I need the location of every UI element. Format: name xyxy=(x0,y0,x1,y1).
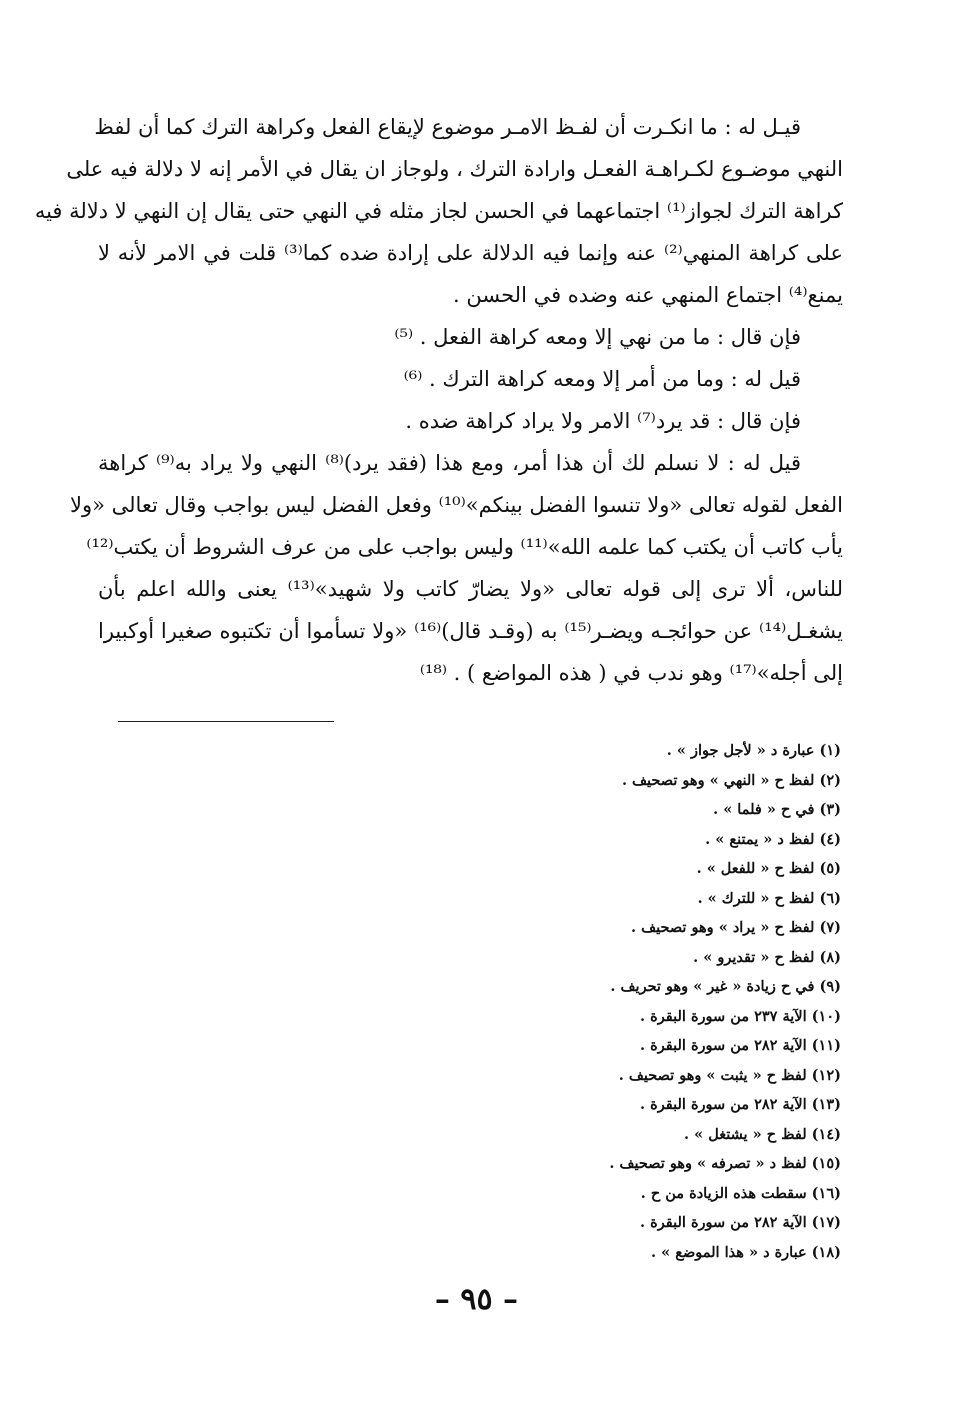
body-line: قيـل له : ما انكـرت أن لفـظ الامـر موضوع لإيقاع الفعل وكراهة الترك كما أن لفظ xyxy=(94,115,801,139)
footnote: (١٠) الآية ٢٣٧ من سورة البقرة . xyxy=(640,1007,841,1025)
body-line: كراهة الترك لجواز⁽¹⁾ اجتماعهما في الحسن لجاز مثله في النهي حتى يقال إن النهي لا دلالة فيه xyxy=(34,199,843,223)
footnote: (١٢) لفظ ح « يثبت » وهو تصحيف . xyxy=(618,1066,841,1084)
body-line: يمنع⁽⁴⁾ اجتماع المنهي عنه وضده في الحسن . xyxy=(453,283,843,307)
footnote: (١٤) لفظ ح « يشتغل » . xyxy=(684,1125,841,1143)
footnote: (١٧) الآية ٢٨٢ من سورة البقرة . xyxy=(640,1214,841,1231)
footnote: (٦) لفظ ح « للترك » . xyxy=(697,889,841,907)
body-line: على كراهة المنهي⁽²⁾ عنه وإنما فيه الدلالة على إرادة ضده كما⁽³⁾ قلت في الامر لأنه لا xyxy=(98,241,843,265)
footnote: (١٣) الآية ٢٨٢ من سورة البقرة . xyxy=(640,1096,841,1113)
footnote: (١٨) عبارة د « هذا الموضع » . xyxy=(651,1243,841,1261)
body-line: للناس، ألا ترى إلى قوله تعالى «ولا يضارّ كاتب ولا شهيد»⁽¹³⁾ يعنى والله اعلم بأن xyxy=(98,577,844,601)
footnote: (٧) لفظ ح « يراد » وهو تصحيف . xyxy=(631,919,841,936)
footnote: (٨) لفظ ح « تقديرو » . xyxy=(693,948,841,966)
footnote: (٥) لفظ ح « للفعل » . xyxy=(696,860,841,877)
footnote: (١) عبارة د « لأجل جواز » . xyxy=(666,742,841,759)
footnote: (٤) لفظ د « يمتنع » . xyxy=(705,830,841,848)
body-line: يشغـل⁽¹⁴⁾ عن حوائجـه ويضـر⁽¹⁵⁾ به (وقـد قال)⁽¹⁶⁾ «ولا تسأموا أن تكتبوه صغيرا أوكبيرا xyxy=(98,619,843,643)
body-line: قيل له : وما من أمر إلا ومعه كراهة الترك . ⁽⁶⁾ xyxy=(403,367,801,391)
main-text xyxy=(34,106,844,694)
footnote: (٣) في ح « فلما » . xyxy=(713,801,841,818)
body-line: قيل له : لا نسلم لك أن هذا أمر، ومع هذا (فقد يرد)⁽⁸⁾ النهي ولا يراد به⁽⁹⁾ كراهة xyxy=(98,451,802,475)
body-line: فإن قال : قد يرد⁽⁷⁾ الامر ولا يراد كراهة ضده . xyxy=(405,409,801,433)
body-line: إلى أجله»⁽¹⁷⁾ وهو ندب في ( هذه المواضع ) . ⁽¹⁸⁾ xyxy=(419,661,843,685)
footnote: (٢) لفظ ح « النهي » وهو تصحيف . xyxy=(621,771,841,789)
footnote: (١٦) سقطت هذه الزيادة من ح . xyxy=(640,1184,841,1202)
body-line: فإن قال : ما من نهي إلا ومعه كراهة الفعل . ⁽⁵⁾ xyxy=(394,325,801,349)
body-line: الفعل لقوله تعالى «ولا تنسوا الفضل بينكم»⁽¹⁰⁾ وفعل الفضل ليس بواجب وقال تعالى «ولا xyxy=(69,493,843,517)
footnotes xyxy=(461,736,841,1267)
footnote-separator xyxy=(118,721,334,722)
body-line: النهي موضـوع لكـراهـة الفعـل وارادة الترك ، ولوجاز ان يقال في الأمر إنه لا دلالة فيه على xyxy=(66,157,843,181)
footnote: (١٥) لفظ د « تصرفه » وهو تصحيف . xyxy=(609,1155,841,1172)
body-line: يأب كاتب أن يكتب كما علمه الله»⁽¹¹⁾ وليس بواجب على من عرف الشروط أن يكتب⁽¹²⁾ xyxy=(86,535,843,559)
footnote: (١١) الآية ٢٨٢ من سورة البقرة . xyxy=(640,1037,841,1054)
page-number: – ٩٥ – xyxy=(434,1282,519,1317)
footnote: (٩) في ح زيادة « غير » وهو تحريف . xyxy=(610,978,841,995)
